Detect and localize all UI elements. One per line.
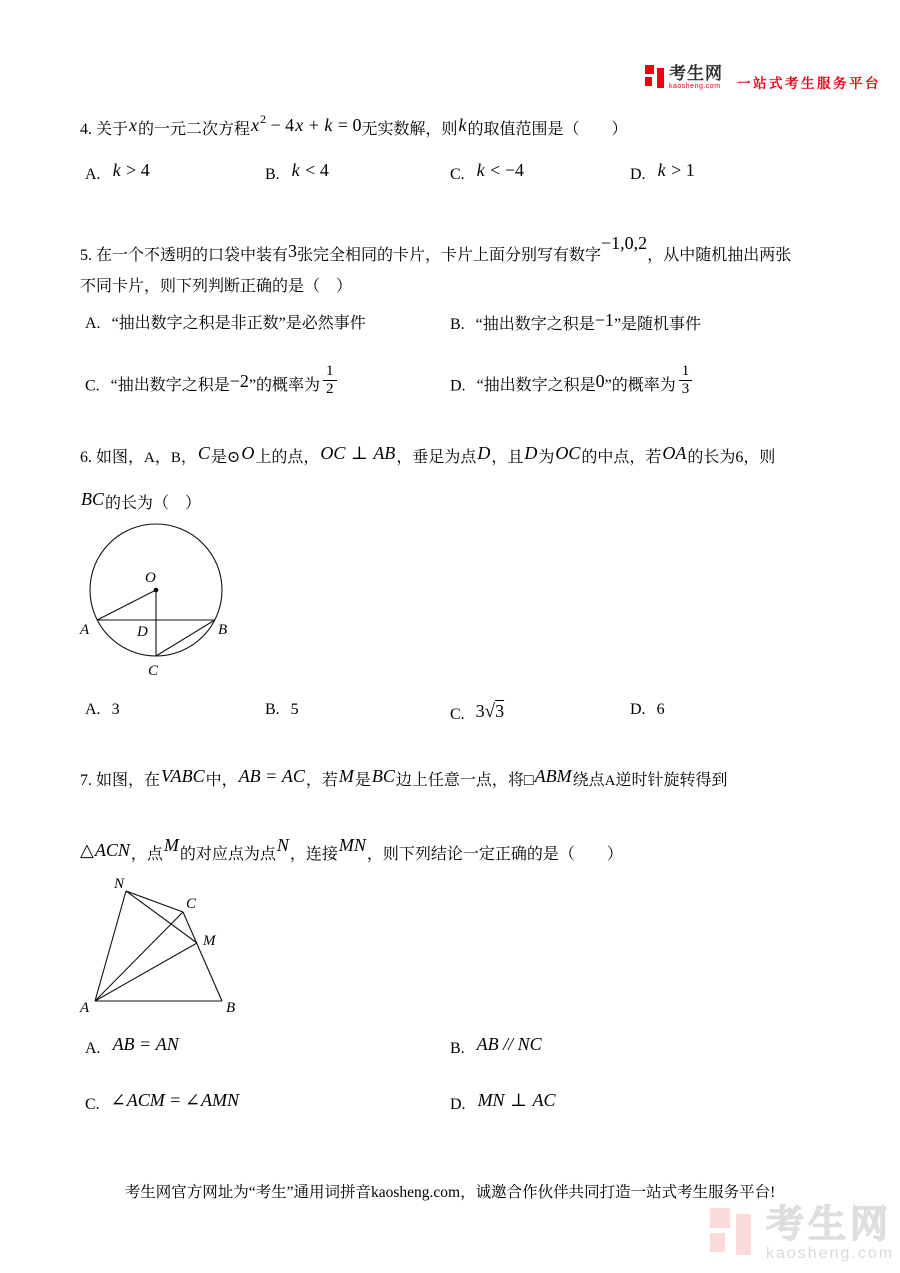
fig7-label-C: C (186, 896, 197, 912)
option-label: B. (265, 701, 280, 718)
option-text: 3√3 (475, 701, 505, 722)
option-label: D. (630, 701, 646, 718)
kaosheng-logo (645, 64, 881, 92)
option-text: k > 4 (112, 160, 150, 180)
triangle-figure (78, 872, 258, 1020)
option-label: C. (450, 706, 465, 723)
option-label: A. (85, 166, 101, 183)
q4-option-a (85, 160, 150, 184)
logo-text-block (669, 64, 723, 90)
logo-brand-domain: kaosheng.com (669, 83, 721, 90)
circle-figure (78, 512, 308, 692)
footer-slogan: 考生网官方网址为“考生”通用词拼音kaosheng.com，诚邀合作伙伴共同打造一站式考生服务平台! (124, 1184, 776, 1201)
option-label: A. (85, 315, 101, 332)
q6-option-a (85, 701, 120, 719)
fig6-label-D: D (137, 624, 148, 640)
q6-option-b (265, 701, 299, 719)
option-text: AB = AN (112, 1034, 179, 1054)
q6-option-d (630, 701, 665, 719)
q5-option-d (450, 363, 695, 399)
q5-option-b (450, 310, 701, 334)
question-6-stem-line2: BC的长为（ ） (81, 489, 202, 512)
option-text: ∠ACM = ∠AMN (110, 1090, 239, 1110)
kaosheng-watermark-icon (710, 1206, 756, 1262)
option-text: 6 (656, 701, 665, 718)
kaosheng-watermark (710, 1206, 894, 1263)
option-text: 3 (111, 701, 120, 718)
q7-option-c (85, 1090, 240, 1114)
q4-option-c (450, 160, 524, 184)
fig6-label-C: C (148, 663, 159, 679)
fig6-label-B: B (218, 622, 228, 638)
fig7-label-A: A (80, 1000, 90, 1016)
q6-option-c (450, 701, 504, 724)
watermark-brand-name: 考生网 (766, 1204, 893, 1246)
option-text: 5 (290, 701, 299, 718)
option-label: B. (265, 166, 280, 183)
watermark-text-block (766, 1206, 894, 1263)
q5-option-c (85, 363, 340, 399)
option-text: AB // NC (476, 1034, 542, 1054)
option-label: A. (85, 701, 101, 718)
option-label: C. (85, 377, 100, 395)
option-label: C. (450, 166, 465, 183)
question-5-stem-line2: 不同卡片，则下列判断正确的是（ ） (80, 278, 353, 295)
option-text: k > 1 (657, 160, 695, 180)
q5-option-a (85, 310, 366, 333)
watermark-brand-domain: kaosheng.com (766, 1245, 895, 1262)
fig6-label-O: O (145, 570, 156, 586)
question-6-stem-line1: 6. 如图，A，B，C是⊙O上的点，OC ⊥ AB，垂足为点D，且D为OC的中点，若OA的长为6，则 (80, 443, 776, 466)
option-text: “抽出数字之积是−1”是随机事件 (475, 310, 702, 333)
fig7-label-N: N (114, 876, 125, 892)
q7-option-d (450, 1090, 557, 1114)
fig7-label-B: B (226, 1000, 236, 1016)
q4-option-d (630, 160, 695, 184)
option-text: k < 4 (291, 160, 329, 180)
option-label: D. (450, 1096, 466, 1113)
option-text: k < −4 (476, 160, 524, 180)
fig6-label-A: A (80, 622, 90, 638)
logo-tagline: 一站式考生服务平台 (737, 76, 881, 91)
option-label: C. (85, 1096, 100, 1113)
option-label: B. (450, 1040, 465, 1057)
logo-brand-name: 考生网 (669, 64, 723, 83)
q4-option-b (265, 160, 329, 184)
option-text: “抽出数字之积是0”的概率为 $\frac{1}{3}$ (477, 377, 696, 394)
kaosheng-logo-icon (645, 64, 665, 91)
question-5-stem-line1: 5. 在一个不透明的口袋中装有3张完全相同的卡片，卡片上面分别写有数字−1,0,2，从中随机抽出两张 (80, 233, 792, 264)
question-7-stem-line2: △ACN，点M的对应点为点N，连接MN，则下列结论一定正确的是（ ） (80, 835, 623, 863)
q7-option-a (85, 1034, 180, 1058)
fig7-label-M: M (203, 933, 216, 949)
option-label: B. (450, 316, 465, 333)
option-label: A. (85, 1040, 101, 1057)
option-text: MN ⊥ AC (477, 1090, 556, 1110)
option-text: “抽出数字之积是非正数”是必然事件 (111, 315, 366, 332)
q7-option-b (450, 1034, 543, 1058)
question-7-stem-line1: 7. 如图，在VABC中，AB = AC，若M是BC边上任意一点，将□ABM绕点A逆时针旋转得到 (80, 766, 728, 789)
option-label: D. (450, 377, 466, 395)
option-text: “抽出数字之积是−2”的概率为 $\frac{1}{2}$ (111, 377, 340, 394)
option-label: D. (630, 166, 646, 183)
question-4-stem: 4. 关于x的一元二次方程$x^2 - 4x + k = 0$无实数解，则k的取值范围是（ ） (80, 112, 628, 138)
